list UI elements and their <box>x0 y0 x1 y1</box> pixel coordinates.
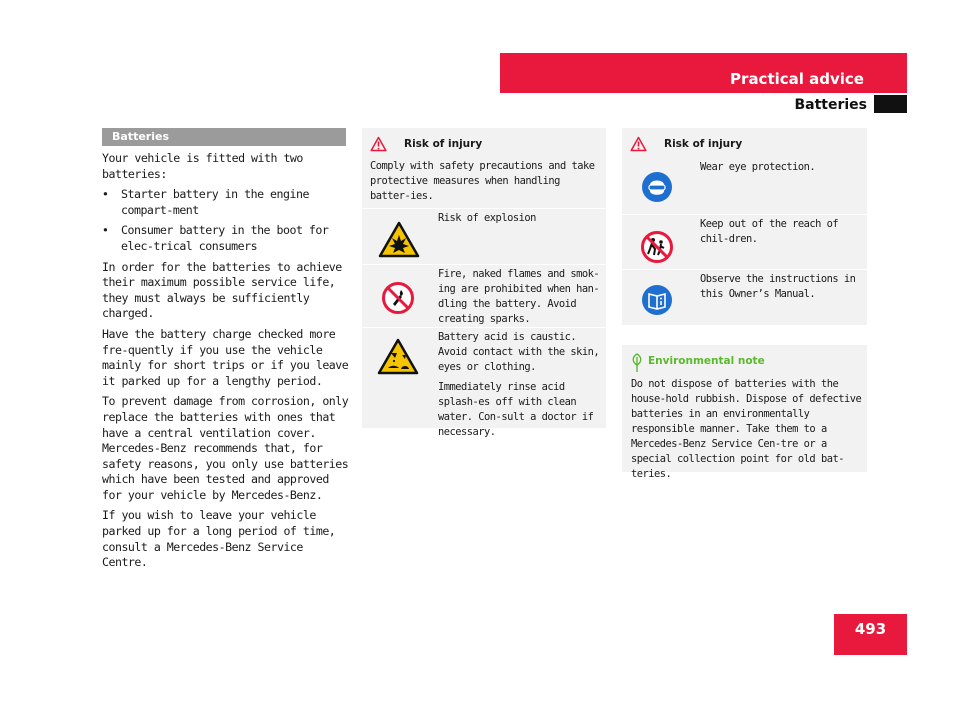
header-black-tab <box>874 95 907 113</box>
risk-caption: Risk of injury <box>404 138 483 150</box>
row-text: Fire, naked flames and smok-ing are prohibited when han-dling the battery. Avoid creating sparks. <box>438 268 600 325</box>
warning-triangle-icon <box>630 136 647 152</box>
risk-intro-text: Comply with safety precautions and take protective measures when handling batter-ies. <box>370 160 595 202</box>
risk-row-no-fire <box>362 264 606 327</box>
risk-caption: Risk of injury <box>664 138 743 150</box>
paragraph: To prevent damage from corrosion, only replace the batteries with ones that have a central ventilation cover. Mercedes-Benz recommends that, for safety reasons, you only use batteries which have been tested and approved for your vehicle by Mercedes-Benz. <box>102 394 349 502</box>
keep-away-from-children-icon <box>640 230 674 264</box>
paragraph: In order for the batteries to achieve their maximum possible service life, they must always be sufficiently charged. <box>102 259 342 321</box>
chapter-title: Practical advice <box>730 70 864 88</box>
risk-row-acid <box>362 327 606 438</box>
left-column-text <box>102 151 352 576</box>
risk-of-injury-box-1 <box>362 128 606 438</box>
warning-triangle-icon <box>370 136 387 152</box>
risk-row-children <box>622 214 867 269</box>
environmental-note-text: Do not dispose of batteries with the house-hold rubbish. Dispose of defective batteries in an environmentally responsible manner. Take them to a Mercedes-Benz Service Cen-tre or a special collection point for old bat-teries. <box>631 378 862 480</box>
risk-row-eye-protection <box>622 155 867 213</box>
explosion-warning-icon <box>378 221 420 258</box>
row-text: Battery acid is caustic. Avoid contact with the skin, eyes or clothing. Immediately rinse acid splash-es off with clean water. Con-sult a doctor if necessary. <box>438 331 600 438</box>
eye-protection-icon <box>641 171 673 203</box>
row-text: Keep out of the reach of chil-dren. <box>700 218 839 245</box>
row-text: Risk of explosion <box>438 212 536 224</box>
leaf-icon <box>631 353 643 373</box>
risk-of-injury-box-2 <box>622 128 867 325</box>
paragraph: If you wish to leave your vehicle parked up for a long period of time, consult a Mercedes-Benz Service Centre. <box>102 508 336 570</box>
list-item: • Starter battery in the engine compart-ment <box>102 187 309 217</box>
list-item: • Consumer battery in the boot for elec-trical consumers <box>102 223 329 253</box>
intro-text: Your vehicle is fitted with two batteries: <box>102 151 303 181</box>
paragraph: Have the battery charge checked more fre-quently if you use the vehicle mainly for short trips or if you leave it parked up for a lengthy period. <box>102 326 349 388</box>
section-title: Batteries <box>794 97 867 113</box>
risk-row-explosion <box>362 208 606 264</box>
corrosive-warning-icon <box>377 338 419 375</box>
row-text: Observe the instructions in this Owner’s Manual. <box>700 273 856 300</box>
read-manual-icon <box>641 284 673 316</box>
environmental-note-caption: Environmental note <box>648 355 765 367</box>
batteries-heading: Batteries <box>102 128 346 146</box>
row-text: Wear eye protection. <box>700 161 816 173</box>
page-number: 493 <box>854 620 887 638</box>
risk-row-manual <box>622 269 867 326</box>
no-open-flame-icon <box>381 281 415 315</box>
environmental-note-box <box>622 345 867 480</box>
